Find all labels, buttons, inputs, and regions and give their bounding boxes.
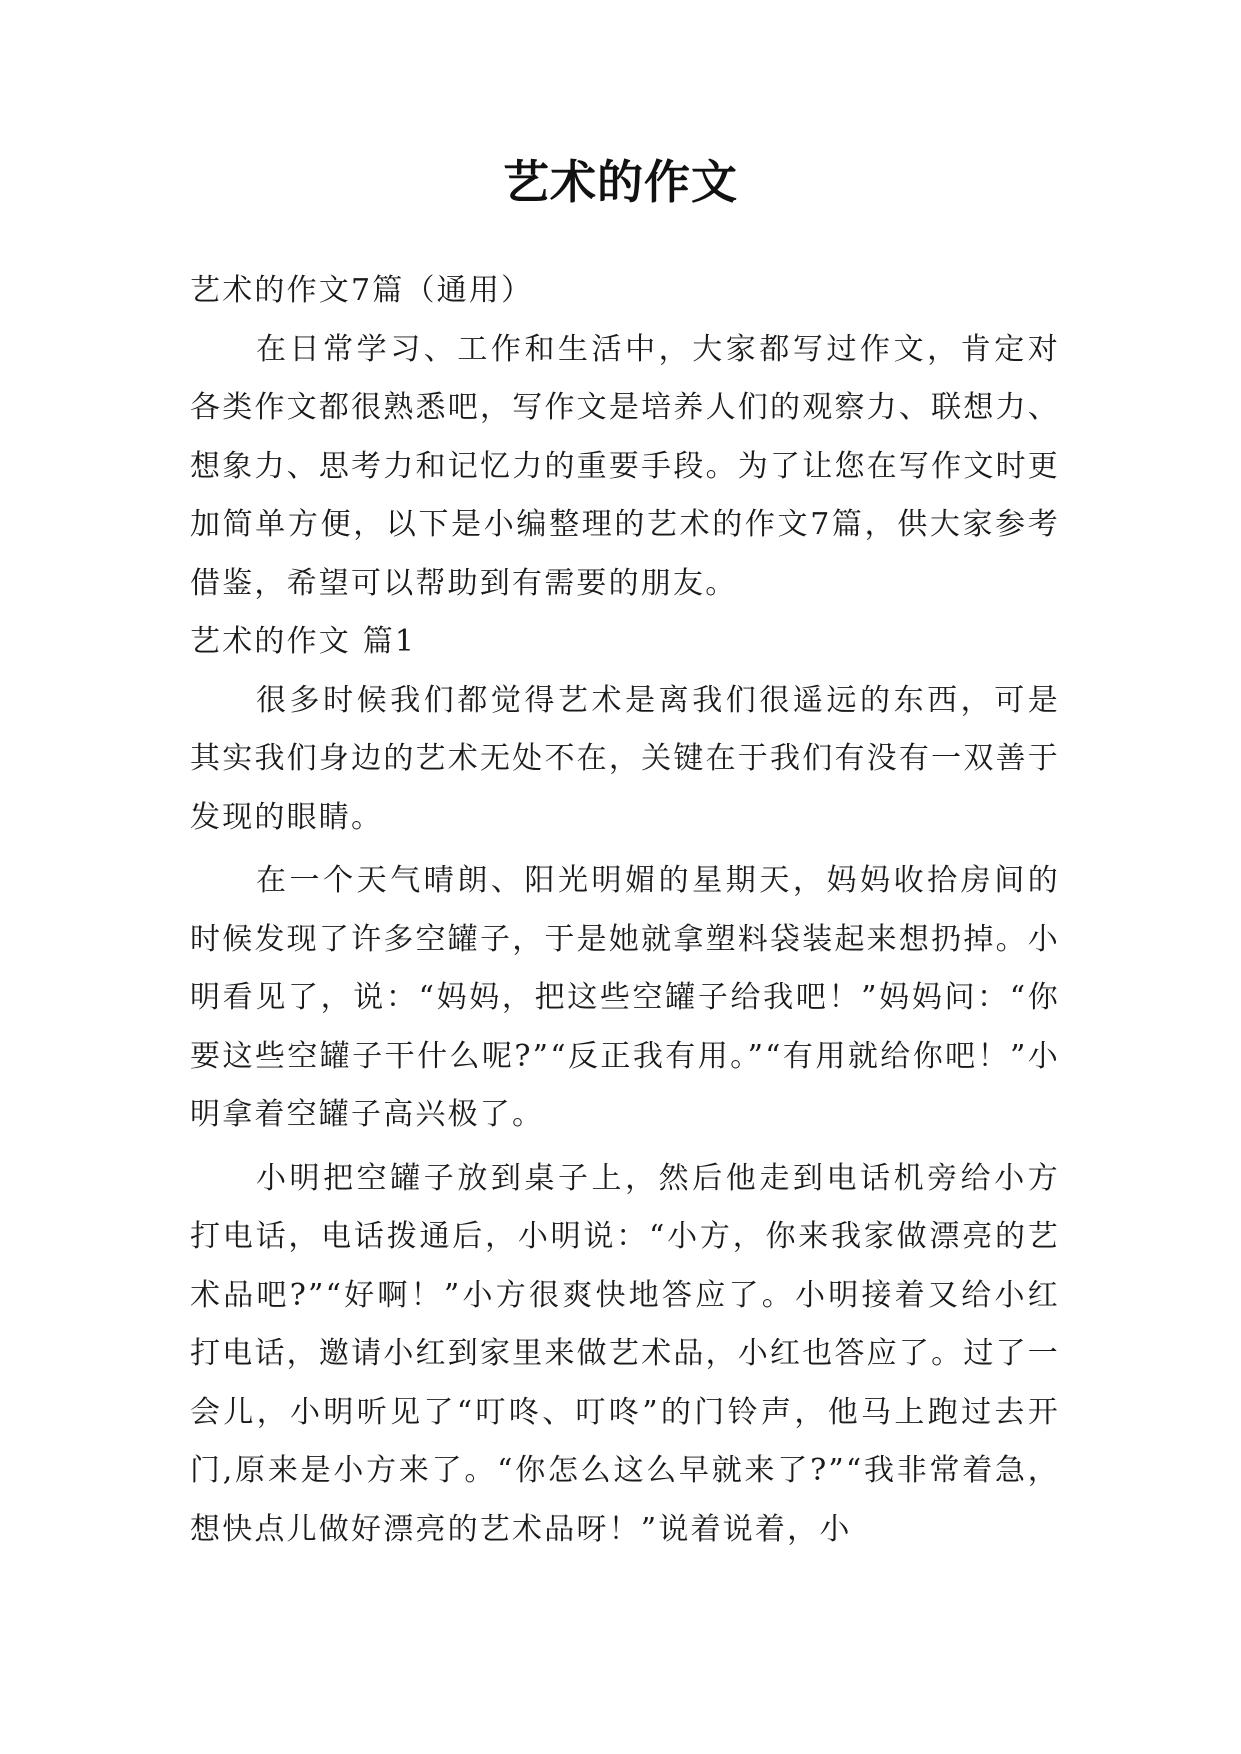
section-heading: 艺术的作文 篇1 xyxy=(190,624,417,659)
body-paragraph: 很多时候我们都觉得艺术是离我们很遥远的东西，可是其实我们身边的艺术无处不在，关键在于我们有没有一双善于发现的眼睛。 xyxy=(190,682,1060,835)
document-title: 艺术的作文 xyxy=(503,155,738,209)
subtitle-line: 艺术的作文7篇（通用） xyxy=(190,273,534,308)
body-paragraph: 小明把空罐子放到桌子上，然后他走到电话机旁给小方打电话，电话拨通后，小明说：“小方，你来我家做漂亮的艺术品吧?”“好啊！”小方很爽快地答应了。小明接着又给小红打电话，邀请小红到家里来做艺术品，小红也答应了。过了一会儿，小明听见了“叮咚、叮咚”的门铃声，他马上跑过去开门,原来是小方来了。“你怎么这么早就来了?”“我非常着急，想快点儿做好漂亮的艺术品呀！”说着说着，小 xyxy=(190,1160,1060,1547)
body-paragraph: 在一个天气晴朗、阳光明媚的星期天，妈妈收拾房间的时候发现了许多空罐子，于是她就拿塑料袋装起来想扔掉。小明看见了，说：“妈妈，把这些空罐子给我吧！”妈妈问：“你要这些空罐子干什么呢?”“反正我有用。”“有用就给你吧！”小明拿着空罐子高兴极了。 xyxy=(190,863,1060,1132)
document-body xyxy=(190,262,1060,1559)
intro-paragraph: 在日常学习、工作和生活中，大家都写过作文，肯定对各类作文都很熟悉吧，写作文是培养人们的观察力、联想力、想象力、思考力和记忆力的重要手段。为了让您在写作文时更加简单方便，以下是小编整理的艺术的作文7篇，供大家参考借鉴，希望可以帮助到有需要的朋友。 xyxy=(190,331,1060,601)
